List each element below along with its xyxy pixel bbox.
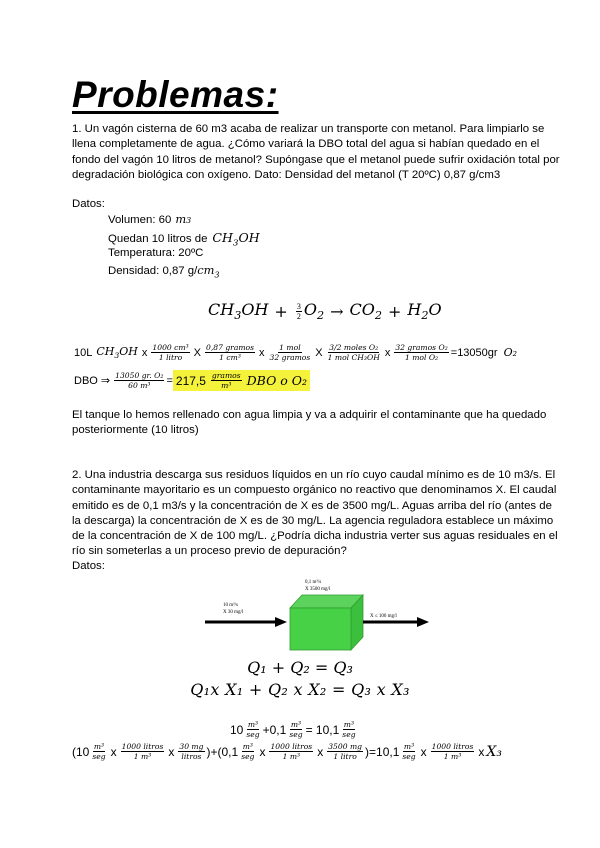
eq4-l2-num: 1000 litros bbox=[270, 742, 313, 751]
eq3-b: +0,1 bbox=[262, 722, 287, 737]
datos-temperatura: Temperatura: 20ºC bbox=[108, 247, 204, 259]
eq4-mid: )+(0,1 bbox=[206, 744, 239, 759]
dbo-unit-num: gramos bbox=[211, 371, 241, 380]
eq4-c1-den: litros bbox=[181, 752, 202, 761]
calc-f1-den: 1 litro bbox=[158, 353, 183, 362]
calc-op-3: x bbox=[259, 346, 265, 359]
problem-1-datos-label: Datos: bbox=[72, 198, 105, 210]
reaction-plus-1: + bbox=[274, 301, 288, 321]
eq4-c2-num: 3500 mg bbox=[328, 742, 363, 751]
problem-2-datos-label: Datos: bbox=[72, 560, 105, 572]
tank-front bbox=[290, 608, 351, 650]
quedan-label: Quedan 10 litros de bbox=[108, 233, 208, 245]
eq4-s2-den: seg bbox=[241, 752, 255, 761]
page-title: Problemas: bbox=[72, 74, 279, 115]
datos-quedan: Quedan 10 litros de $CH_3OH$ bbox=[108, 230, 260, 249]
eq4-op-2: x bbox=[168, 744, 175, 759]
eq4-s3-num: m³ bbox=[403, 742, 415, 751]
quedan-formula: CH bbox=[212, 230, 233, 245]
reaction-co2: CO bbox=[349, 300, 375, 319]
eq4-l1-num: 1000 litros bbox=[121, 742, 164, 751]
densidad-label: Densidad: 0,87 g/ bbox=[108, 265, 198, 277]
eq4-s2-num: m³ bbox=[242, 742, 253, 751]
dbo-eq: = bbox=[166, 374, 173, 387]
flow-sum-equation bbox=[230, 720, 359, 739]
dbo-result-highlight bbox=[173, 370, 310, 391]
calc-f2-den: 1 cm³ bbox=[219, 353, 241, 362]
eq4-op-5: x bbox=[420, 744, 427, 759]
methanol-oxidation-reaction: $CH_3OH$ + $\frac{3}{2}$ $O_2$ → $CO_2$ + $H_2O$ bbox=[208, 300, 442, 323]
flow-balance-equation: Q₁ + Q₂ = Q₃ bbox=[247, 658, 353, 677]
eq3-b-den: seg bbox=[289, 730, 303, 739]
calc-op-4: X bbox=[315, 346, 323, 359]
eq3-c-num: m³ bbox=[343, 720, 355, 729]
tank-top bbox=[290, 595, 363, 608]
reaction-plus-2: + bbox=[387, 301, 402, 321]
volumen-unit: m bbox=[175, 212, 187, 226]
dbo-label: DBO ⇒ bbox=[74, 375, 111, 387]
calc-op-1: x bbox=[141, 346, 148, 359]
eq4-x3-variable: X₃ bbox=[486, 743, 502, 760]
reaction-lhs: CH bbox=[208, 300, 235, 319]
eq4-op-3: x bbox=[259, 744, 266, 759]
calc-op-5: x bbox=[384, 346, 391, 359]
reaction-o2: O bbox=[303, 300, 317, 319]
eq4-c2-den: 1 litro bbox=[333, 752, 357, 761]
calc-result-unit: O₂ bbox=[503, 346, 517, 359]
eq3-c-den: seg bbox=[342, 730, 356, 739]
reaction-coef-num: 3 bbox=[296, 301, 301, 311]
concentration-balance-equation bbox=[72, 742, 502, 761]
volumen-exp: 3 bbox=[186, 216, 192, 225]
dbo-f-den: 60 m³ bbox=[128, 381, 151, 390]
inflow-arrow-head bbox=[275, 617, 287, 627]
diagram-top-label-2: X 3500 mg/l bbox=[305, 587, 331, 592]
methanol-calculation: 10L $CH_3OH$ x $\frac{\text{1000 cm³}}{\text{1 litro}}$ X $\frac{\text{0,87 gramos}}{\text{1 cm³}}$ x $\frac{\text{1 mol}}{\text{32 gramos}}$ X $\frac{\text{3/2 moles O₂}}{\text{1 mol CH₃OH}}$ x $\frac{\text{32 gramos O₂}}{\text{1 mol O₂}}$ =13050gr O₂ bbox=[74, 343, 517, 362]
eq4-l1-den: 1 m³ bbox=[133, 752, 152, 761]
eq4-l3-num: 1000 litros bbox=[431, 742, 474, 751]
mass-balance-equation: Q₁x X₁ + Q₂ x X₂ = Q₃ x X₃ bbox=[190, 680, 410, 699]
calc-f4-den: 1 mol CH₃OH bbox=[327, 353, 380, 362]
problem-1-statement: 1. Un vagón cisterna de 60 m3 acaba de realizar un transporte con metanol. Para limpiarlo se llena completamente de agua. ¿Cómo variará la DBO total del agua si habían quedado en el fondo del vagón 10 litros de metanol? Supóngase que el metanol puede sufrir oxidación total por degradación biológica con oxígeno. Dato: Densidad del metanol (T 20ºC) 0,87 g/cm3 bbox=[72, 123, 560, 181]
eq4-op-6: x bbox=[478, 744, 485, 759]
eq3-a-num: m³ bbox=[247, 720, 259, 729]
volumen-label: Volumen: 60 bbox=[108, 214, 172, 226]
densidad-unit: cm bbox=[197, 263, 215, 277]
mixing-diagram bbox=[205, 575, 435, 655]
calc-f1-num: 1000 cm³ bbox=[152, 343, 189, 352]
calc-result: =13050gr bbox=[450, 346, 498, 359]
calc-f3-num: 1 mol bbox=[279, 343, 301, 352]
eq4-c1-num: 30 mg bbox=[179, 742, 204, 751]
eq4-open: (10 bbox=[72, 744, 90, 759]
eq4-op-1: x bbox=[110, 744, 117, 759]
calc-op-2: X bbox=[193, 346, 201, 359]
diagram-left-label-1: 10 m³/s bbox=[223, 603, 238, 608]
diagram-left-label-2: X 30 mg/l bbox=[223, 610, 244, 615]
calc-f5-den: 1 mol O₂ bbox=[404, 353, 439, 362]
datos-volumen bbox=[108, 212, 191, 226]
datos-densidad: Densidad: 0,87 g/ $cm_3$ bbox=[108, 263, 220, 280]
reaction-h2o-o: O bbox=[428, 300, 442, 319]
calc-methanol: CH bbox=[96, 344, 115, 358]
eq3-a: 10 bbox=[230, 722, 244, 737]
eq4-l3-den: 1 m³ bbox=[443, 752, 462, 761]
eq4-close: )=10,1 bbox=[365, 744, 400, 759]
eq3-b-num: m³ bbox=[290, 720, 302, 729]
problem-1-conclusion: El tanque lo hemos rellenado con agua limpia y va a adquirir el contaminante que ha quedado posteriormente (10 litros) bbox=[72, 409, 547, 437]
dbo-calculation bbox=[72, 370, 310, 391]
eq4-s3-den: seg bbox=[402, 752, 416, 761]
eq4-op-4: x bbox=[317, 744, 324, 759]
outflow-arrow-head bbox=[417, 617, 429, 627]
dbo-f-num: 13050 gr. O₂ bbox=[115, 371, 164, 380]
reaction-h2o: H bbox=[407, 300, 422, 319]
problem-2-statement: 2. Una industria descarga sus residuos líquidos en un río cuyo caudal mínimo es de 10 m3/s. El contaminante mayoritario es un compuesto orgánico no reactivo que denominamos X. El caudal emitido es de 0,1 m3/s y la concentración de X es de 3500 mg/L. Aguas arriba del río (antes de la descarga) la concentración de X es de 30 mg/L. La agencia reguladora establece un máximo de la concentración de X de 100 mg/L. ¿Podría dicha industria verter sus aguas residuales en el río sin someterlas a un proceso previo de depuración? bbox=[72, 469, 558, 558]
eq4-s1-num: m³ bbox=[93, 742, 105, 751]
eq4-l2-den: 1 m³ bbox=[282, 752, 301, 761]
calc-lead: 10L bbox=[74, 346, 93, 359]
eq3-c: = 10,1 bbox=[305, 722, 340, 737]
reaction-coef-den: 2 bbox=[296, 311, 301, 321]
diagram-right-label: X ≤ 100 mg/l bbox=[370, 614, 397, 619]
calc-f2-num: 0,87 gramos bbox=[206, 343, 255, 352]
dbo-unit-den: m³ bbox=[221, 381, 232, 390]
diagram-top-label-1: 0,1 m³/s bbox=[305, 580, 322, 585]
calc-f4-num: 3/2 moles O₂ bbox=[329, 343, 379, 352]
dbo-value: 217,5 bbox=[175, 373, 206, 388]
eq3-a-den: seg bbox=[246, 730, 260, 739]
eq4-s1-den: seg bbox=[92, 752, 106, 761]
reaction-arrow: → bbox=[330, 301, 344, 321]
calc-f3-den: 32 gramos bbox=[269, 353, 311, 362]
dbo-tail: DBO o O₂ bbox=[246, 373, 308, 388]
calc-f5-num: 32 gramos O₂ bbox=[395, 343, 448, 352]
